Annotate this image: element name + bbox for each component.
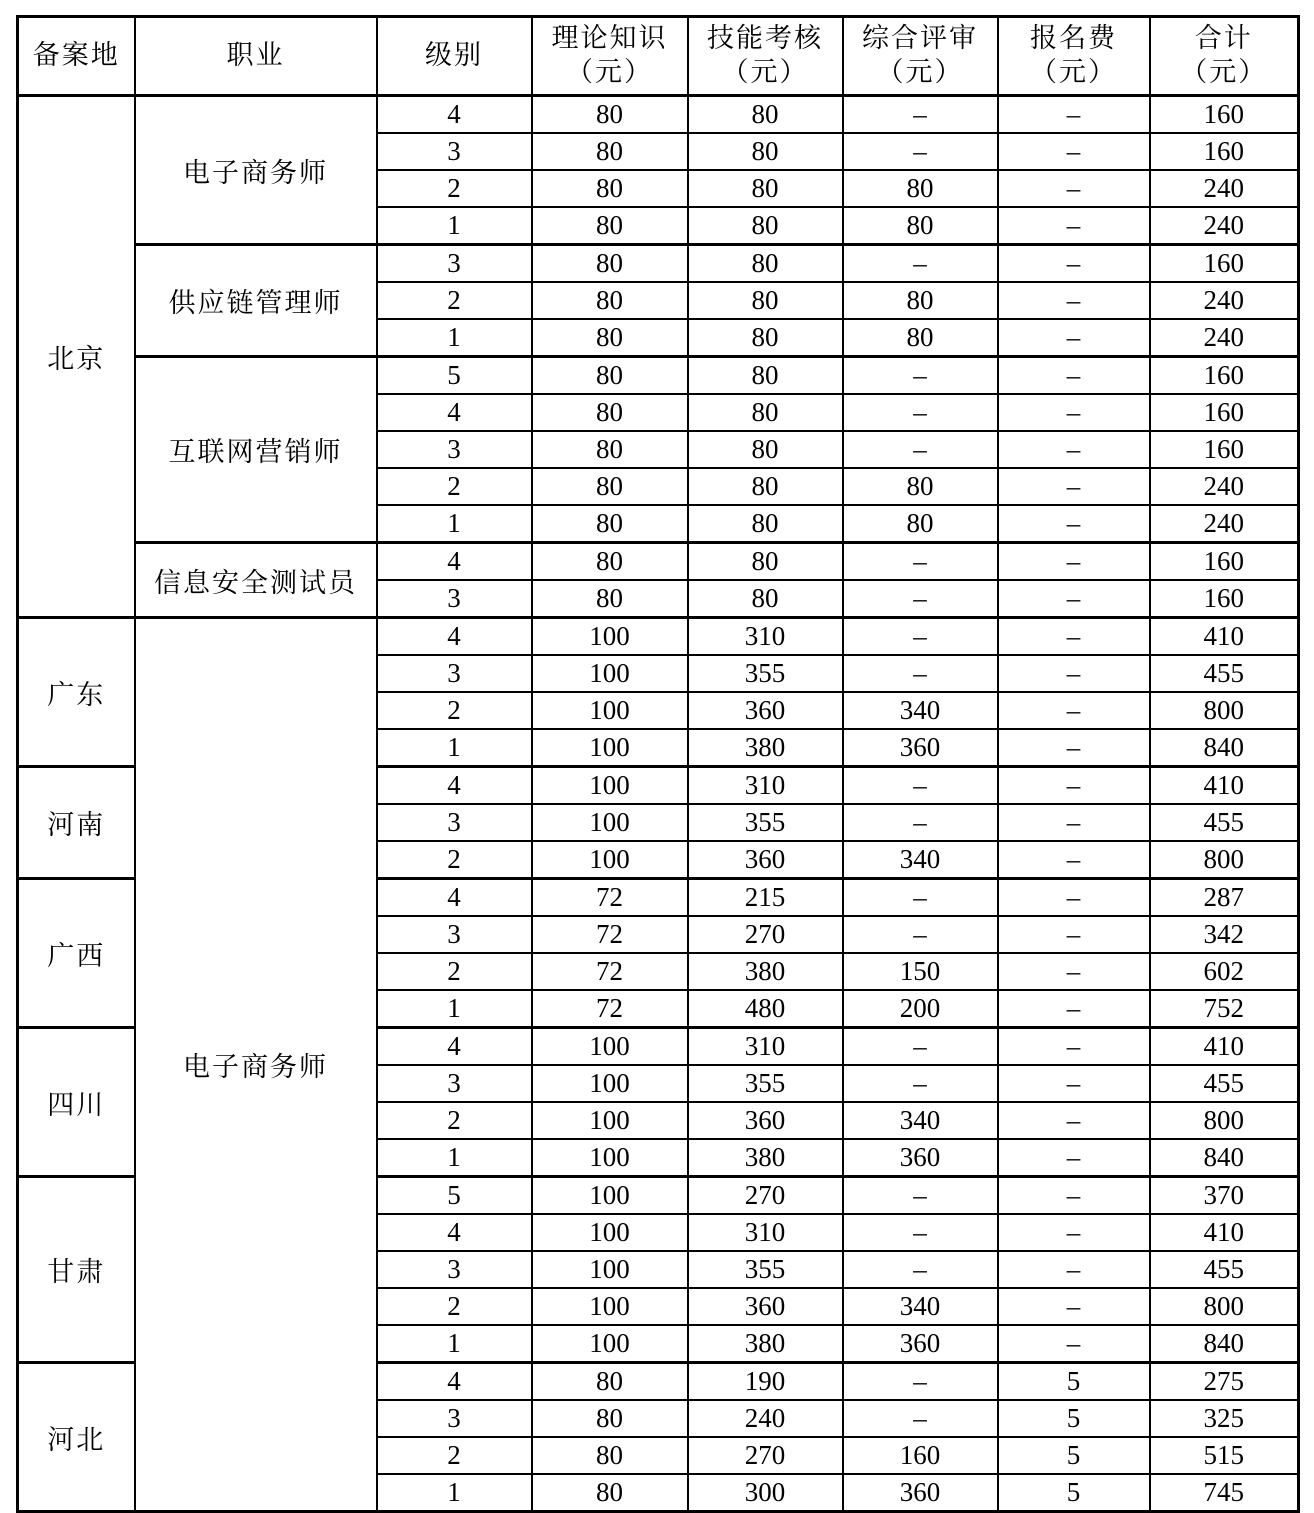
header-level: [377, 17, 532, 96]
level-cell: 3: [377, 804, 532, 841]
level-cell: 4: [377, 618, 532, 656]
level-cell: 1: [377, 990, 532, 1028]
review-fee-cell: –: [843, 655, 998, 692]
registration-fee-cell: –: [998, 543, 1150, 581]
theory-fee-cell: 80: [532, 543, 688, 581]
review-fee-cell: 80: [843, 468, 998, 505]
level-cell: 2: [377, 170, 532, 207]
header-label: 级别: [425, 40, 483, 71]
total-fee-cell: 410: [1150, 1028, 1299, 1066]
theory-fee-cell: 72: [532, 953, 688, 990]
total-fee-cell: 160: [1150, 245, 1299, 283]
region-cell: 北京: [18, 96, 135, 618]
total-fee-cell: 840: [1150, 1139, 1299, 1177]
theory-fee-cell: 100: [532, 804, 688, 841]
profession-cell: 电子商务师: [135, 618, 377, 1512]
review-fee-cell: 160: [843, 1437, 998, 1474]
table-row: [18, 618, 1299, 656]
level-cell: 3: [377, 580, 532, 618]
registration-fee-cell: –: [998, 1288, 1150, 1325]
header-label: 合计: [1194, 23, 1253, 54]
table-row: [18, 357, 1299, 395]
total-fee-cell: 160: [1150, 357, 1299, 395]
total-fee-cell: 840: [1150, 1325, 1299, 1363]
level-cell: 1: [377, 1139, 532, 1177]
total-fee-cell: 370: [1150, 1177, 1299, 1215]
skill-fee-cell: 80: [688, 357, 843, 395]
theory-fee-cell: 100: [532, 1028, 688, 1066]
level-cell: 2: [377, 1288, 532, 1325]
theory-fee-cell: 80: [532, 1363, 688, 1401]
registration-fee-cell: –: [998, 1325, 1150, 1363]
registration-fee-cell: –: [998, 282, 1150, 319]
level-cell: 4: [377, 1363, 532, 1401]
total-fee-cell: 455: [1150, 1065, 1299, 1102]
theory-fee-cell: 72: [532, 916, 688, 953]
region-cell: 甘肃: [18, 1177, 135, 1363]
level-cell: 3: [377, 1251, 532, 1288]
header-label: 综合评审: [862, 23, 978, 54]
review-fee-cell: –: [843, 1363, 998, 1401]
total-fee-cell: 240: [1150, 505, 1299, 543]
skill-fee-cell: 80: [688, 170, 843, 207]
level-cell: 4: [377, 879, 532, 917]
theory-fee-cell: 80: [532, 431, 688, 468]
level-cell: 3: [377, 1065, 532, 1102]
total-fee-cell: 840: [1150, 729, 1299, 767]
review-fee-cell: –: [843, 543, 998, 581]
table-row: [18, 96, 1299, 134]
theory-fee-cell: 80: [532, 505, 688, 543]
review-fee-cell: 80: [843, 319, 998, 357]
theory-fee-cell: 80: [532, 1400, 688, 1437]
registration-fee-cell: –: [998, 319, 1150, 357]
review-fee-cell: 340: [843, 1102, 998, 1139]
skill-fee-cell: 380: [688, 729, 843, 767]
registration-fee-cell: –: [998, 1214, 1150, 1251]
theory-fee-cell: 100: [532, 655, 688, 692]
level-cell: 2: [377, 1102, 532, 1139]
theory-fee-cell: 100: [532, 1288, 688, 1325]
level-cell: 4: [377, 543, 532, 581]
header-skill: [688, 17, 843, 96]
registration-fee-cell: –: [998, 96, 1150, 134]
skill-fee-cell: 270: [688, 1437, 843, 1474]
review-fee-cell: 340: [843, 1288, 998, 1325]
header-row: [18, 17, 1299, 96]
theory-fee-cell: 80: [532, 1474, 688, 1512]
table-row: [18, 245, 1299, 283]
theory-fee-cell: 100: [532, 1251, 688, 1288]
total-fee-cell: 240: [1150, 282, 1299, 319]
skill-fee-cell: 310: [688, 618, 843, 656]
theory-fee-cell: 80: [532, 245, 688, 283]
level-cell: 4: [377, 1214, 532, 1251]
level-cell: 5: [377, 357, 532, 395]
theory-fee-cell: 100: [532, 1102, 688, 1139]
registration-fee-cell: –: [998, 1102, 1150, 1139]
skill-fee-cell: 80: [688, 319, 843, 357]
theory-fee-cell: 100: [532, 729, 688, 767]
review-fee-cell: 80: [843, 282, 998, 319]
theory-fee-cell: 100: [532, 618, 688, 656]
registration-fee-cell: –: [998, 841, 1150, 879]
registration-fee-cell: –: [998, 655, 1150, 692]
header-region: [18, 17, 135, 96]
theory-fee-cell: 100: [532, 692, 688, 729]
registration-fee-cell: –: [998, 767, 1150, 805]
theory-fee-cell: 100: [532, 1214, 688, 1251]
level-cell: 1: [377, 207, 532, 245]
level-cell: 3: [377, 431, 532, 468]
header-label: 职业: [226, 40, 285, 71]
total-fee-cell: 602: [1150, 953, 1299, 990]
skill-fee-cell: 310: [688, 1214, 843, 1251]
total-fee-cell: 240: [1150, 207, 1299, 245]
theory-fee-cell: 100: [532, 841, 688, 879]
header-unit: （元）: [566, 57, 653, 87]
level-cell: 3: [377, 133, 532, 170]
theory-fee-cell: 80: [532, 394, 688, 431]
review-fee-cell: –: [843, 96, 998, 134]
review-fee-cell: –: [843, 767, 998, 805]
review-fee-cell: –: [843, 879, 998, 917]
review-fee-cell: 360: [843, 729, 998, 767]
level-cell: 2: [377, 841, 532, 879]
review-fee-cell: 340: [843, 841, 998, 879]
total-fee-cell: 287: [1150, 879, 1299, 917]
level-cell: 2: [377, 282, 532, 319]
skill-fee-cell: 80: [688, 245, 843, 283]
review-fee-cell: –: [843, 804, 998, 841]
skill-fee-cell: 80: [688, 543, 843, 581]
registration-fee-cell: –: [998, 431, 1150, 468]
theory-fee-cell: 100: [532, 767, 688, 805]
theory-fee-cell: 80: [532, 170, 688, 207]
region-cell: 广西: [18, 879, 135, 1028]
level-cell: 1: [377, 505, 532, 543]
level-cell: 2: [377, 468, 532, 505]
table-header: [18, 17, 1299, 96]
skill-fee-cell: 310: [688, 1028, 843, 1066]
skill-fee-cell: 80: [688, 96, 843, 134]
level-cell: 2: [377, 692, 532, 729]
theory-fee-cell: 80: [532, 357, 688, 395]
review-fee-cell: 360: [843, 1139, 998, 1177]
skill-fee-cell: 355: [688, 1251, 843, 1288]
table-row: [18, 543, 1299, 581]
level-cell: 4: [377, 1028, 532, 1066]
skill-fee-cell: 360: [688, 841, 843, 879]
registration-fee-cell: –: [998, 916, 1150, 953]
level-cell: 4: [377, 767, 532, 805]
region-cell: 广东: [18, 618, 135, 767]
total-fee-cell: 515: [1150, 1437, 1299, 1474]
level-cell: 1: [377, 1325, 532, 1363]
skill-fee-cell: 380: [688, 1325, 843, 1363]
theory-fee-cell: 72: [532, 879, 688, 917]
header-label: 技能考核: [707, 23, 823, 54]
skill-fee-cell: 360: [688, 692, 843, 729]
region-cell: 四川: [18, 1028, 135, 1177]
total-fee-cell: 160: [1150, 96, 1299, 134]
registration-fee-cell: 5: [998, 1474, 1150, 1512]
review-fee-cell: 80: [843, 207, 998, 245]
registration-fee-cell: –: [998, 804, 1150, 841]
header-review: [843, 17, 998, 96]
level-cell: 5: [377, 1177, 532, 1215]
theory-fee-cell: 72: [532, 990, 688, 1028]
theory-fee-cell: 80: [532, 580, 688, 618]
total-fee-cell: 160: [1150, 431, 1299, 468]
registration-fee-cell: –: [998, 133, 1150, 170]
header-fee: [998, 17, 1150, 96]
review-fee-cell: –: [843, 133, 998, 170]
total-fee-cell: 240: [1150, 468, 1299, 505]
registration-fee-cell: –: [998, 468, 1150, 505]
region-cell: 河南: [18, 767, 135, 879]
skill-fee-cell: 80: [688, 394, 843, 431]
skill-fee-cell: 80: [688, 282, 843, 319]
total-fee-cell: 160: [1150, 394, 1299, 431]
registration-fee-cell: –: [998, 170, 1150, 207]
skill-fee-cell: 360: [688, 1102, 843, 1139]
registration-fee-cell: –: [998, 618, 1150, 656]
review-fee-cell: –: [843, 1177, 998, 1215]
review-fee-cell: –: [843, 1214, 998, 1251]
total-fee-cell: 455: [1150, 655, 1299, 692]
skill-fee-cell: 80: [688, 431, 843, 468]
level-cell: 1: [377, 1474, 532, 1512]
total-fee-cell: 160: [1150, 543, 1299, 581]
total-fee-cell: 240: [1150, 319, 1299, 357]
exam-fee-table: [16, 15, 1300, 1513]
header-total: [1150, 17, 1299, 96]
review-fee-cell: –: [843, 1251, 998, 1288]
review-fee-cell: 340: [843, 692, 998, 729]
level-cell: 3: [377, 655, 532, 692]
registration-fee-cell: –: [998, 1139, 1150, 1177]
total-fee-cell: 800: [1150, 692, 1299, 729]
header-profession: [135, 17, 377, 96]
header-label: 报名费: [1030, 23, 1117, 54]
skill-fee-cell: 240: [688, 1400, 843, 1437]
header-unit: （元）: [1180, 57, 1268, 87]
theory-fee-cell: 80: [532, 96, 688, 134]
registration-fee-cell: –: [998, 505, 1150, 543]
total-fee-cell: 275: [1150, 1363, 1299, 1401]
level-cell: 2: [377, 1437, 532, 1474]
total-fee-cell: 410: [1150, 767, 1299, 805]
skill-fee-cell: 300: [688, 1474, 843, 1512]
skill-fee-cell: 215: [688, 879, 843, 917]
registration-fee-cell: –: [998, 357, 1150, 395]
level-cell: 3: [377, 1400, 532, 1437]
skill-fee-cell: 80: [688, 505, 843, 543]
theory-fee-cell: 100: [532, 1065, 688, 1102]
registration-fee-cell: –: [998, 990, 1150, 1028]
total-fee-cell: 455: [1150, 1251, 1299, 1288]
skill-fee-cell: 80: [688, 580, 843, 618]
skill-fee-cell: 355: [688, 1065, 843, 1102]
skill-fee-cell: 480: [688, 990, 843, 1028]
total-fee-cell: 325: [1150, 1400, 1299, 1437]
profession-cell: 信息安全测试员: [135, 543, 377, 618]
theory-fee-cell: 80: [532, 468, 688, 505]
skill-fee-cell: 380: [688, 1139, 843, 1177]
total-fee-cell: 160: [1150, 133, 1299, 170]
skill-fee-cell: 355: [688, 804, 843, 841]
total-fee-cell: 342: [1150, 916, 1299, 953]
theory-fee-cell: 80: [532, 133, 688, 170]
theory-fee-cell: 100: [532, 1177, 688, 1215]
registration-fee-cell: –: [998, 245, 1150, 283]
review-fee-cell: 200: [843, 990, 998, 1028]
level-cell: 3: [377, 245, 532, 283]
review-fee-cell: 150: [843, 953, 998, 990]
level-cell: 1: [377, 319, 532, 357]
review-fee-cell: 80: [843, 170, 998, 207]
level-cell: 2: [377, 953, 532, 990]
level-cell: 3: [377, 916, 532, 953]
review-fee-cell: –: [843, 394, 998, 431]
review-fee-cell: –: [843, 1028, 998, 1066]
review-fee-cell: –: [843, 245, 998, 283]
header-label: 备案地: [32, 40, 120, 71]
theory-fee-cell: 100: [532, 1139, 688, 1177]
registration-fee-cell: –: [998, 1028, 1150, 1066]
skill-fee-cell: 270: [688, 916, 843, 953]
registration-fee-cell: –: [998, 1065, 1150, 1102]
review-fee-cell: –: [843, 580, 998, 618]
total-fee-cell: 800: [1150, 1102, 1299, 1139]
registration-fee-cell: 5: [998, 1437, 1150, 1474]
review-fee-cell: 80: [843, 505, 998, 543]
theory-fee-cell: 100: [532, 1325, 688, 1363]
skill-fee-cell: 355: [688, 655, 843, 692]
theory-fee-cell: 80: [532, 207, 688, 245]
skill-fee-cell: 360: [688, 1288, 843, 1325]
registration-fee-cell: –: [998, 692, 1150, 729]
registration-fee-cell: –: [998, 1251, 1150, 1288]
review-fee-cell: –: [843, 916, 998, 953]
review-fee-cell: –: [843, 357, 998, 395]
skill-fee-cell: 190: [688, 1363, 843, 1401]
header-unit: （元）: [1030, 57, 1117, 87]
skill-fee-cell: 310: [688, 767, 843, 805]
theory-fee-cell: 80: [532, 282, 688, 319]
review-fee-cell: 360: [843, 1474, 998, 1512]
total-fee-cell: 240: [1150, 170, 1299, 207]
header-unit: （元）: [876, 57, 964, 87]
registration-fee-cell: 5: [998, 1400, 1150, 1437]
profession-cell: 供应链管理师: [135, 245, 377, 357]
total-fee-cell: 410: [1150, 1214, 1299, 1251]
header-label: 理论知识: [551, 23, 668, 54]
review-fee-cell: –: [843, 431, 998, 468]
registration-fee-cell: –: [998, 1177, 1150, 1215]
total-fee-cell: 745: [1150, 1474, 1299, 1512]
header-unit: （元）: [721, 57, 809, 87]
review-fee-cell: 360: [843, 1325, 998, 1363]
table-body: [18, 96, 1299, 1512]
skill-fee-cell: 270: [688, 1177, 843, 1215]
region-cell: 河北: [18, 1363, 135, 1512]
profession-cell: 电子商务师: [135, 96, 377, 245]
skill-fee-cell: 80: [688, 207, 843, 245]
profession-cell: 互联网营销师: [135, 357, 377, 543]
review-fee-cell: –: [843, 1065, 998, 1102]
review-fee-cell: –: [843, 618, 998, 656]
skill-fee-cell: 80: [688, 468, 843, 505]
skill-fee-cell: 80: [688, 133, 843, 170]
total-fee-cell: 160: [1150, 580, 1299, 618]
total-fee-cell: 800: [1150, 1288, 1299, 1325]
registration-fee-cell: –: [998, 879, 1150, 917]
registration-fee-cell: –: [998, 729, 1150, 767]
registration-fee-cell: –: [998, 207, 1150, 245]
total-fee-cell: 410: [1150, 618, 1299, 656]
registration-fee-cell: –: [998, 953, 1150, 990]
level-cell: 1: [377, 729, 532, 767]
theory-fee-cell: 80: [532, 1437, 688, 1474]
skill-fee-cell: 380: [688, 953, 843, 990]
registration-fee-cell: –: [998, 580, 1150, 618]
level-cell: 4: [377, 394, 532, 431]
total-fee-cell: 752: [1150, 990, 1299, 1028]
theory-fee-cell: 80: [532, 319, 688, 357]
total-fee-cell: 455: [1150, 804, 1299, 841]
level-cell: 4: [377, 96, 532, 134]
review-fee-cell: –: [843, 1400, 998, 1437]
registration-fee-cell: 5: [998, 1363, 1150, 1401]
header-theory: [532, 17, 688, 96]
total-fee-cell: 800: [1150, 841, 1299, 879]
registration-fee-cell: –: [998, 394, 1150, 431]
